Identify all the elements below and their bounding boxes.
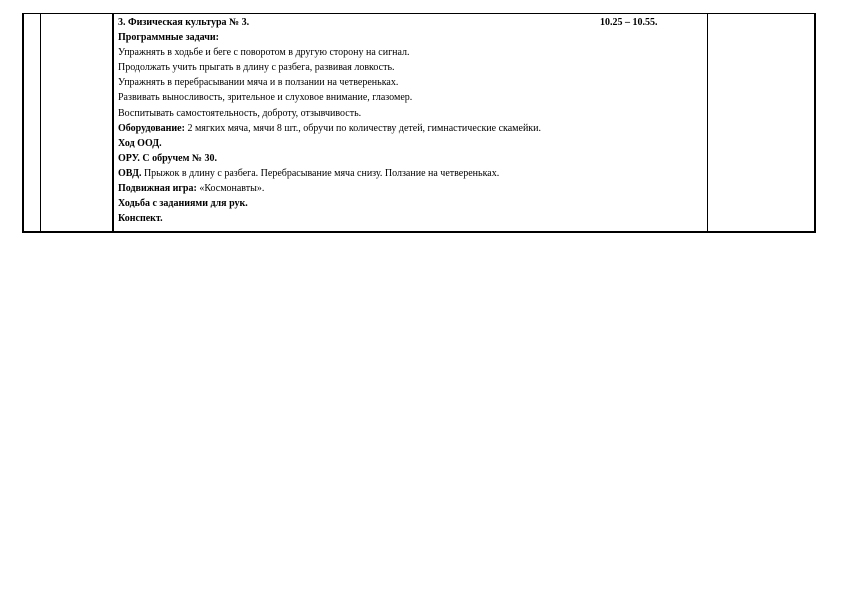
end-line: Конспект. bbox=[118, 213, 163, 225]
ovd-text: Прыжок в длину с разбега. Перебрасывание мяча снизу. Ползание на четвереньках. bbox=[141, 167, 500, 179]
lesson-title: 3. Физическая культура № 3. bbox=[118, 17, 250, 28]
game-text: «Космонавты». bbox=[196, 183, 265, 195]
ovd-line bbox=[118, 166, 708, 181]
oru-line bbox=[118, 151, 708, 166]
column-divider bbox=[22, 14, 24, 231]
task-item: Воспитывать самостоятельность, доброту, отзывчивость. bbox=[118, 107, 362, 119]
lesson-time: 10.25 – 10.55. bbox=[600, 17, 658, 28]
game-label: Подвижная игра: bbox=[118, 183, 197, 195]
course-heading: Ход ООД. bbox=[118, 137, 162, 149]
column-divider bbox=[40, 14, 41, 231]
equipment-text: 2 мягких мяча, мячи 8 шт., обручи по количеству детей, гимнастические скамейки. bbox=[184, 122, 542, 134]
column-divider bbox=[814, 14, 816, 231]
walking-line: Ходьба с заданиями для рук. bbox=[118, 198, 248, 210]
task-item: Продолжать учить прыгать в длину с разбега, развивая ловкость. bbox=[118, 62, 395, 74]
equipment-label: Оборудование: bbox=[118, 122, 185, 134]
equipment-line bbox=[118, 121, 708, 136]
task-item: Упражнять в перебрасывании мяча и в ползании на четвереньках. bbox=[118, 77, 399, 89]
ovd-label: ОВД. bbox=[118, 167, 142, 179]
oru-text: С обручем № 30. bbox=[139, 152, 217, 164]
lesson-content bbox=[118, 15, 708, 226]
lesson-table bbox=[22, 13, 816, 233]
game-line bbox=[118, 181, 708, 196]
oru-label: ОРУ. bbox=[118, 152, 140, 164]
tasks-heading: Программные задачи: bbox=[118, 32, 219, 44]
task-item: Упражнять в ходьбе и беге с поворотом в другую сторону на сигнал. bbox=[118, 47, 410, 59]
task-item: Развивать выносливость, зрительное и слуховое внимание, глазомер. bbox=[118, 92, 413, 104]
column-divider bbox=[112, 14, 114, 231]
